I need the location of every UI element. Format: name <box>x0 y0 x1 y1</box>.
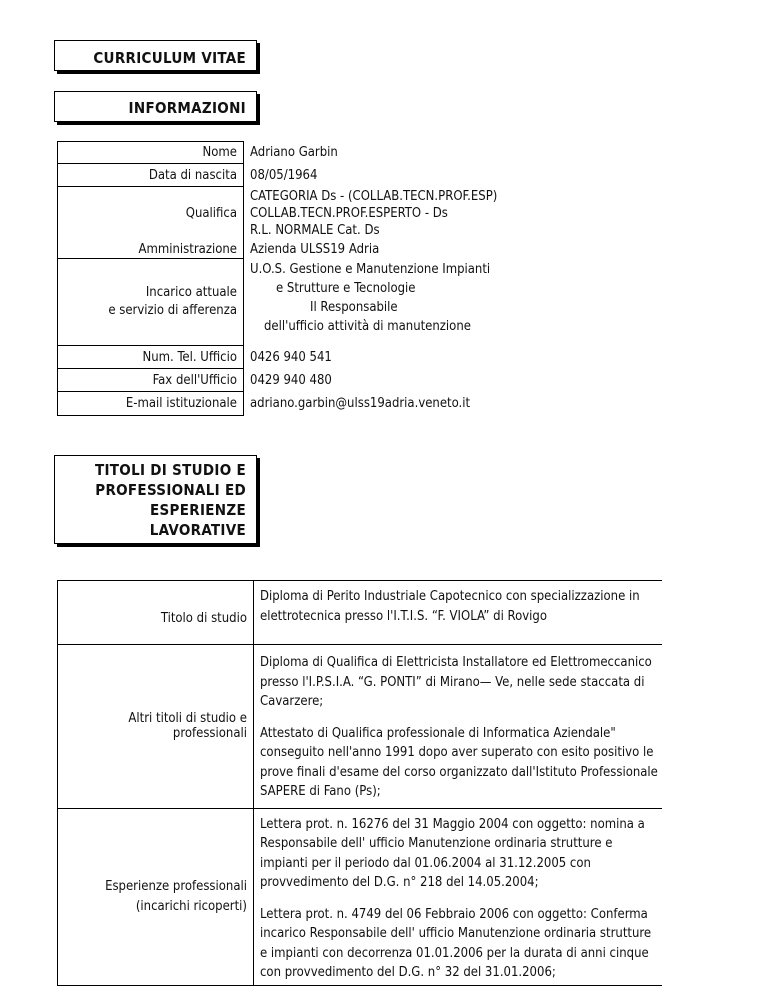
nome-label: Nome <box>58 142 244 164</box>
row-qualifica <box>58 187 662 241</box>
altri-text <box>254 645 663 809</box>
esperienze-paragraph-2: Lettera prot. n. 4749 del 06 Febbraio 2006 con oggetto: Conferma incarico Responsabile dell' ufficio Manutenzione ordinaria strutture e impianti con decorrenza 01.01.2006 per la durata di anni cinque con provvedimento del D.G. n° 32 del 31.01.2006; <box>260 906 652 980</box>
row-fax <box>58 369 662 392</box>
fax-label: Fax dell'Ufficio <box>58 369 244 392</box>
nascita-value: 08/05/1964 <box>250 167 318 183</box>
cv-title: CURRICULUM VITAE <box>93 49 246 67</box>
incarico-label-line-1: Incarico attuale <box>145 285 237 300</box>
row-amministrazione <box>58 241 662 259</box>
row-esperienze <box>58 808 663 985</box>
row-incarico <box>58 259 662 346</box>
row-tel <box>58 346 662 369</box>
qualifica-line-1: CATEGORIA Ds - (COLLAB.TECN.PROF.ESP) <box>250 189 498 204</box>
amministrazione-label: Amministrazione <box>58 241 244 259</box>
titoli-line-1: TITOLI DI STUDIO E <box>94 461 246 479</box>
row-titolo-studio <box>58 581 663 645</box>
incarico-label <box>58 259 244 346</box>
esperienze-paragraph-1: Lettera prot. n. 16276 del 31 Maggio 2004 con oggetto: nomina a Responsabile dell' ufficio Manutenzione ordinaria strutture e impianti per il periodo dal 01.06.2004 al 31.12.2005 con provvedimento del D.G. n° 218 del 14.05.2004; <box>260 816 645 890</box>
studio-label: Titolo di studio <box>58 581 254 645</box>
incarico-label-line-2: e servizio di afferenza <box>108 303 237 318</box>
qualifica-line-2: COLLAB.TECN.PROF.ESPERTO - Ds <box>250 206 448 221</box>
incarico-line-2: e Strutture e Tecnologie <box>276 280 416 296</box>
titoli-section-box <box>54 455 257 544</box>
qualifica-value <box>244 187 662 241</box>
nascita-label: Data di nascita <box>58 164 244 187</box>
email-value[interactable]: adriano.garbin@ulss19adria.veneto.it <box>250 396 471 411</box>
fax-value: 0429 940 480 <box>250 372 332 388</box>
row-email <box>58 392 662 416</box>
row-nome <box>58 142 662 164</box>
qualifica-line-3: R.L. NORMALE Cat. Ds <box>250 223 380 238</box>
row-nascita <box>58 164 662 187</box>
info-section-box <box>54 91 257 122</box>
titoli-line-3: ESPERIENZE <box>150 501 246 519</box>
cv-title-box <box>54 40 257 71</box>
altri-label: Altri titoli di studio e professionali <box>58 645 254 809</box>
incarico-line-4: dell'ufficio attività di manutenzione <box>264 318 471 334</box>
row-altri-titoli <box>58 645 663 809</box>
titoli-line-4: LAVORATIVE <box>149 521 246 539</box>
esperienze-label: Esperienze professionali (incarichi ricoperti) <box>58 808 254 985</box>
titoli-table <box>57 580 662 986</box>
esperienze-text <box>254 808 663 985</box>
amministrazione-value: Azienda ULSS19 Adria <box>250 242 380 257</box>
info-table <box>57 141 662 416</box>
incarico-value <box>244 259 662 346</box>
altri-paragraph-1: Diploma di Qualifica di Elettricista Installatore ed Elettromeccanico presso l'I.P.S.I.A. “G. PONTI” di Mirano— Ve, nelle sede staccata di Cavarzere; <box>260 655 652 709</box>
studio-text: Diploma di Perito Industriale Capotecnico con specializzazione in elettrotecnica presso l'I.T.I.S. “F. VIOLA” di Rovigo <box>254 581 663 645</box>
titoli-line-2: PROFESSIONALI ED <box>95 481 246 499</box>
qualifica-label: Qualifica <box>58 187 244 241</box>
email-label: E-mail istituzionale <box>58 392 244 416</box>
incarico-line-1: U.O.S. Gestione e Manutenzione Impianti <box>250 261 491 277</box>
nome-value: Adriano Garbin <box>250 145 338 160</box>
altri-paragraph-2: Attestato di Qualifica professionale di Informatica Aziendale" conseguito nell'anno 1991 dopo aver superato con esito positivo le prove finali d'esame del corso organizzato dall'Istituto Professionale SAPERE di Fano (Ps); <box>260 725 658 799</box>
info-section-title: INFORMAZIONI <box>128 99 246 117</box>
tel-label: Num. Tel. Ufficio <box>58 346 244 369</box>
incarico-line-3: Il Responsabile <box>310 299 398 315</box>
tel-value: 0426 940 541 <box>250 349 332 365</box>
